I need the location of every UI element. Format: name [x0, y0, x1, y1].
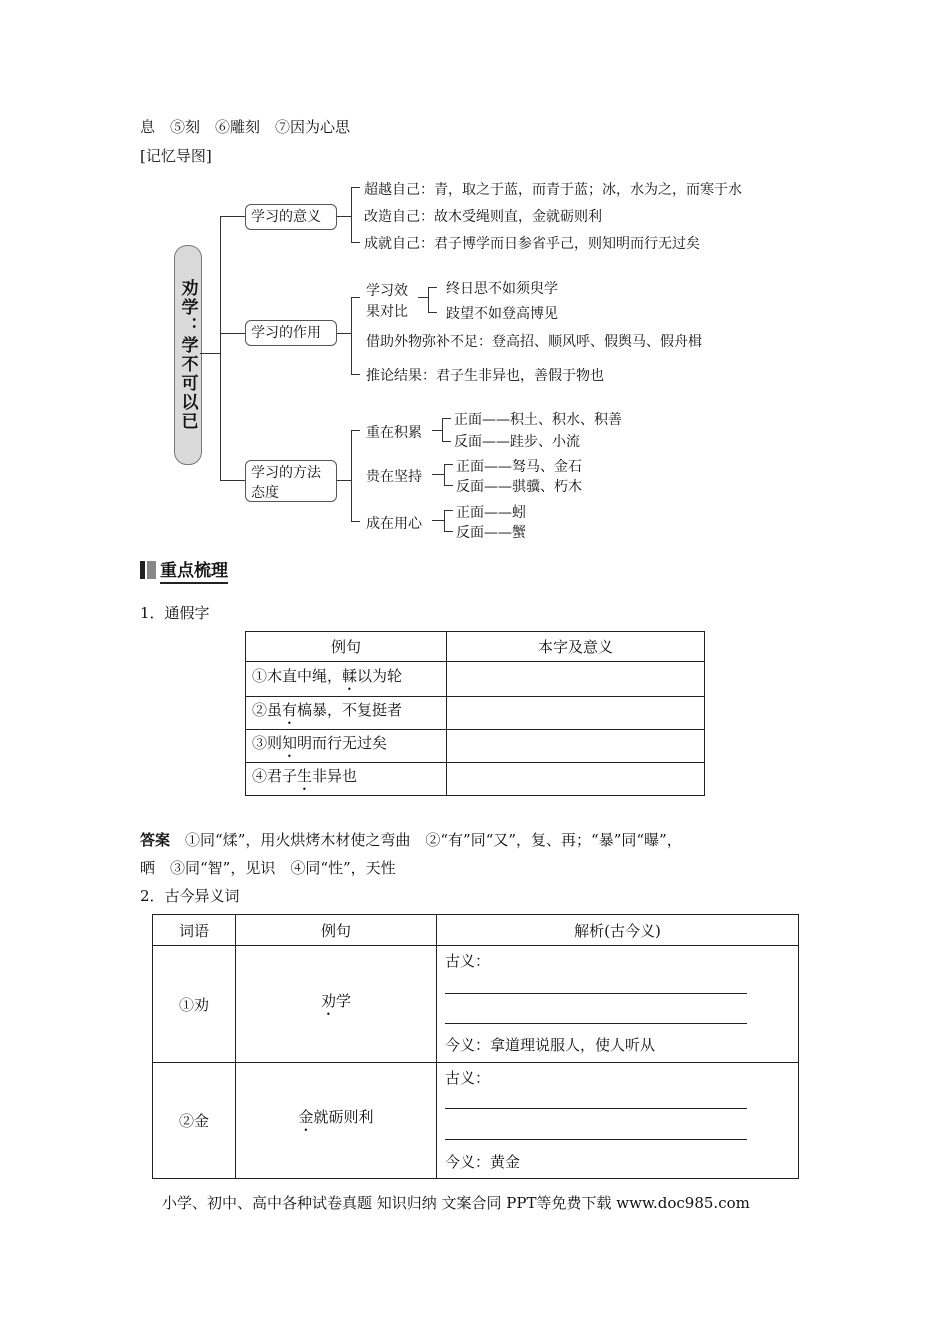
q1-answer-line-1: 答案 ①同“煣”，用火烘烤木材使之弯曲 ②“有”同“又”，复、再；“暴”同“曝”，: [140, 831, 682, 849]
table-header: 例句: [246, 632, 447, 662]
q1-answer-line-2: 晒 ③同“智”，见识 ④同“性”，天性: [140, 859, 396, 877]
table-row-analysis[interactable]: 古义： 今义：拿道理说服人，使人听从: [437, 946, 799, 1063]
mind-map-leaf: 成就自己：君子博学而日参省乎己，则知明而行无过矣: [364, 236, 700, 252]
table-row-analysis[interactable]: 古义： 今义：黄金: [437, 1063, 799, 1179]
mind-map-root: 劝学：学不可以已: [174, 245, 202, 465]
mind-map-branch-method: 学习的方法 态度: [245, 460, 337, 502]
tongjiazi-table: [245, 631, 705, 796]
mind-map-leaf: 借助外物弥补不足：登高招、顺风呼、假舆马、假舟楫: [366, 334, 702, 350]
mind-map-leaf: 正面——积土、积水、积善: [454, 412, 622, 428]
mind-map-branch-meaning: 学习的意义: [245, 204, 337, 230]
mind-map-group-label: 贵在坚持: [366, 469, 422, 485]
table-row: ③则知明而行无过矣: [246, 730, 447, 763]
mind-map-leaf: 跂望不如登高博见: [446, 306, 558, 322]
table-header: 解析(古今义): [437, 915, 799, 946]
q2-title: 2．古今异义词: [140, 887, 240, 905]
table-row-example: 劝学: [236, 946, 437, 1063]
mind-map-leaf: 正面——驽马、金石: [456, 459, 582, 475]
mind-map-leaf: 正面——蚓: [456, 505, 526, 521]
table-row: ②虽有槁暴，不复挺者: [246, 697, 447, 730]
mind-map-group-label: 成在用心: [366, 516, 422, 532]
mind-map-branch-function: 学习的作用: [245, 320, 337, 346]
mind-map-group-label: 重在积累: [366, 425, 422, 441]
mind-map-leaf: 反面——跬步、小流: [454, 434, 580, 450]
table-row: ①木直中绳，輮以为轮: [246, 662, 447, 697]
page-footer: 小学、初中、高中各种试卷真题 知识归纳 文案合同 PPT等免费下载 www.doc985.com: [162, 1194, 750, 1212]
mind-map-sublabel: 果对比: [366, 304, 408, 320]
mind-map-leaf: 反面——蟹: [456, 525, 526, 541]
mind-map-leaf: 超越自己：青，取之于蓝，而青于蓝；冰，水为之，而寒于水: [364, 182, 742, 198]
section-heading: 重点梳理: [140, 558, 228, 582]
mind-map-leaf: 改造自己：故木受绳则直，金就砺则利: [364, 209, 602, 225]
mind-map-sublabel: 学习效: [366, 283, 408, 299]
memory-map-title: [记忆导图]: [140, 147, 212, 165]
mind-map-leaf: 终日思不如须臾学: [446, 281, 558, 297]
table-row-word: ②金: [153, 1063, 236, 1179]
table-row-word: ①劝: [153, 946, 236, 1063]
mind-map-leaf: 推论结果：君子生非异也，善假于物也: [366, 368, 604, 384]
top-continuation-line: 息 ⑤刻 ⑥雕刻 ⑦因为心思: [140, 118, 351, 136]
gujin-yiyi-table: [152, 914, 799, 1179]
answer-cell[interactable]: [447, 662, 705, 697]
table-row-example: 金就砺则利: [236, 1063, 437, 1179]
answer-label: 答案: [140, 831, 171, 849]
answer-cell[interactable]: [447, 697, 705, 730]
table-row: ④君子生非异也: [246, 763, 447, 796]
table-header: 本字及意义: [447, 632, 705, 662]
mind-map-leaf: 反面——骐骥、朽木: [456, 479, 582, 495]
answer-cell[interactable]: [447, 730, 705, 763]
table-header: 词语: [153, 915, 236, 946]
table-header: 例句: [236, 915, 437, 946]
q1-title: 1．通假字: [140, 604, 210, 622]
answer-cell[interactable]: [447, 763, 705, 796]
